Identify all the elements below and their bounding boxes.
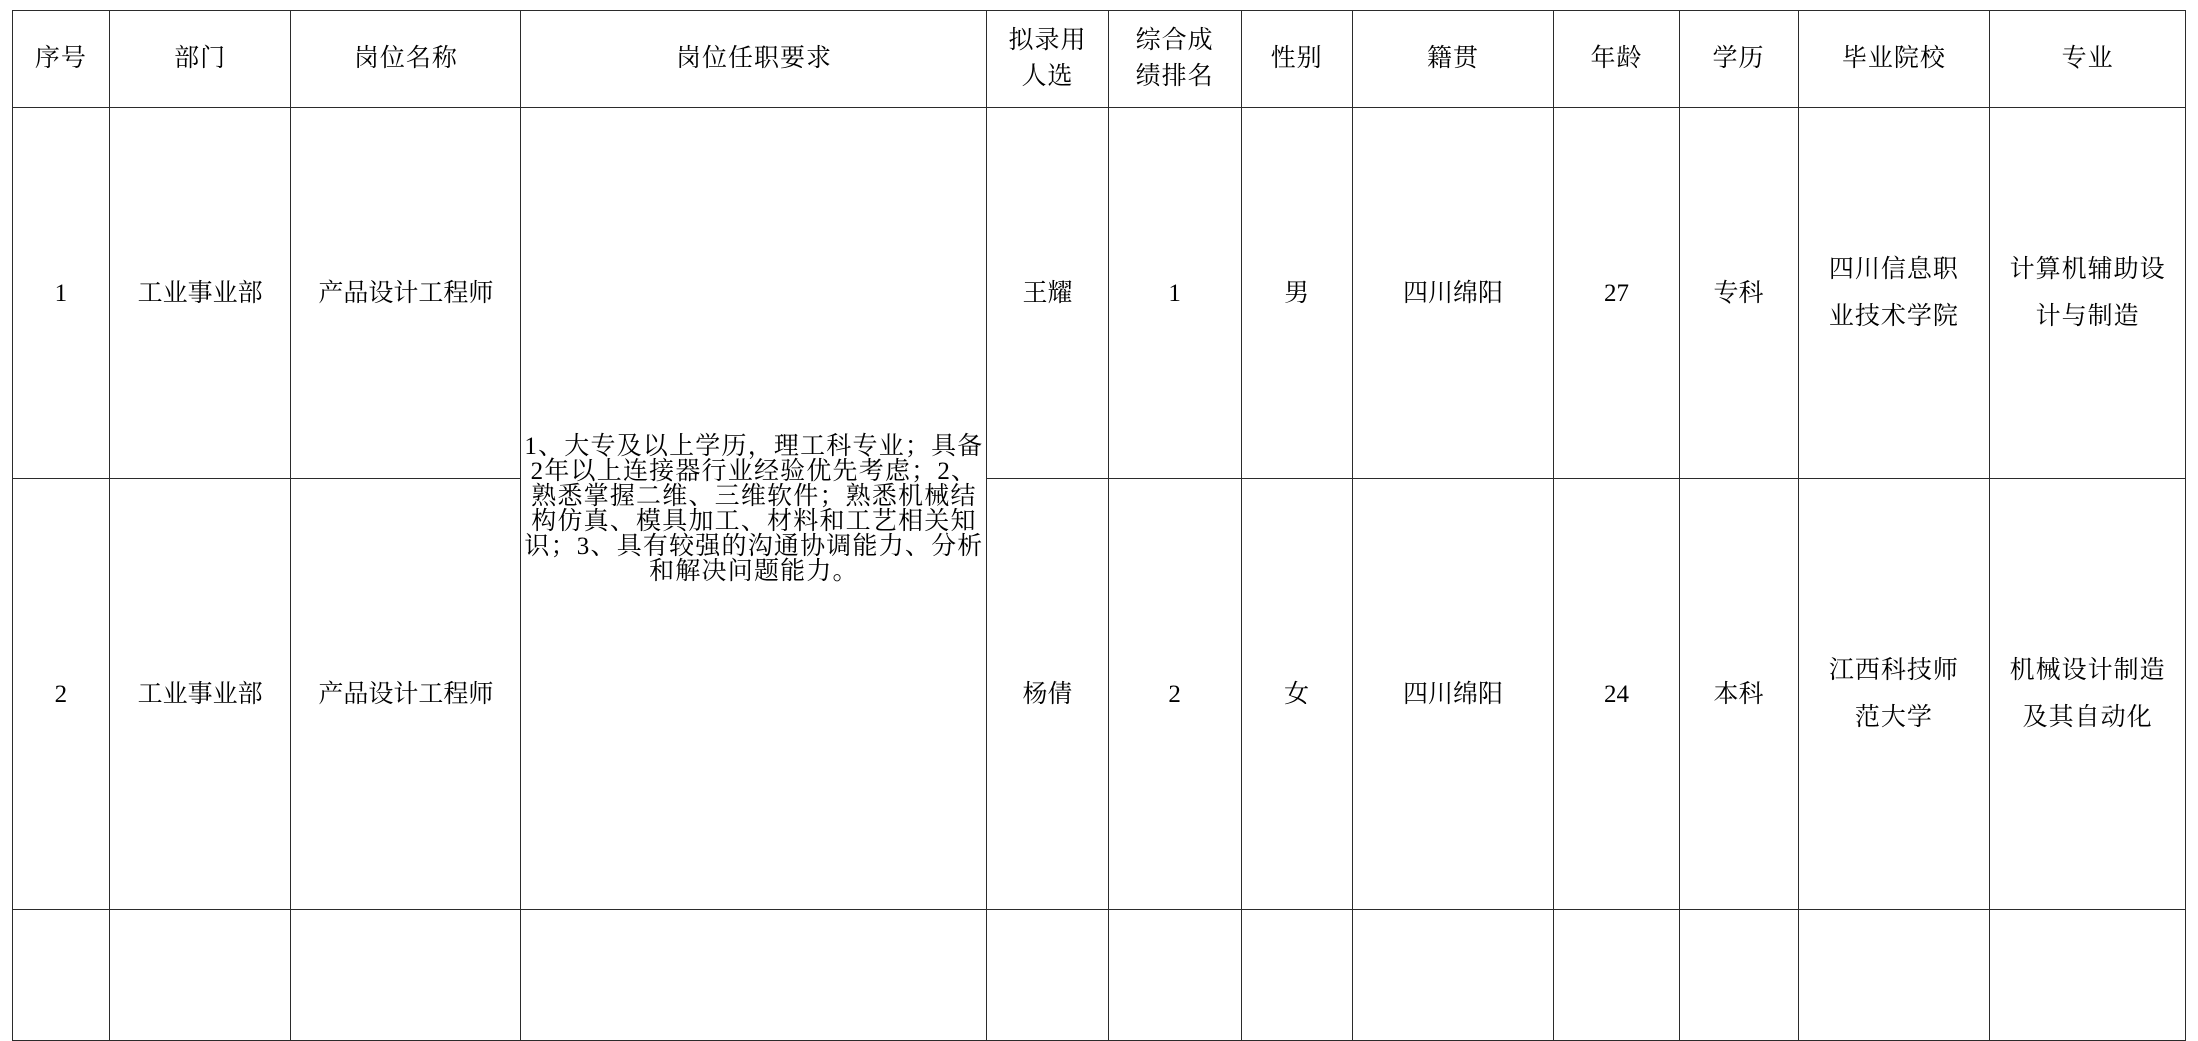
column-header-age <box>1554 11 1679 108</box>
cell-gender <box>1241 479 1352 910</box>
cell-school <box>1798 479 1990 910</box>
cell-filler-candidate <box>987 910 1108 1041</box>
cell-candidate-value: 王耀 <box>1022 279 1073 307</box>
cell-filler-major <box>1990 910 2186 1041</box>
column-header-rank-line1: 综合成 <box>1135 26 1214 54</box>
column-header-gender-line1: 性别 <box>1270 44 1323 72</box>
cell-rank-value: 1 <box>1168 279 1181 307</box>
cell-school-line2: 业技术学院 <box>1828 303 1959 330</box>
table-header-row <box>13 11 2186 108</box>
column-header-school-line1: 毕业院校 <box>1841 44 1946 72</box>
cell-filler-native <box>1352 910 1554 1041</box>
cell-post <box>291 108 521 479</box>
cell-major-line1: 机械设计制造 <box>2009 656 2166 684</box>
cell-post <box>291 479 521 910</box>
cell-gender-value: 男 <box>1284 279 1310 307</box>
cell-dept <box>109 479 291 910</box>
cell-seq <box>13 479 110 910</box>
cell-major <box>1990 479 2186 910</box>
cell-major-line2: 及其自动化 <box>2022 704 2153 731</box>
cell-candidate <box>987 479 1108 910</box>
column-header-native <box>1352 11 1554 108</box>
column-header-major-line1: 专业 <box>2061 44 2114 72</box>
column-header-requirement-line1: 岗位任职要求 <box>675 44 832 72</box>
cell-candidate <box>987 108 1108 479</box>
cell-school-line1: 江西科技师 <box>1828 656 1959 684</box>
cell-native-value: 四川绵阳 <box>1403 680 1504 708</box>
cell-seq <box>13 108 110 479</box>
cell-rank-value: 2 <box>1168 680 1181 708</box>
table-row <box>13 108 2186 479</box>
column-header-age-line1: 年龄 <box>1590 44 1643 72</box>
column-header-dept <box>109 11 291 108</box>
column-header-gender <box>1241 11 1352 108</box>
column-header-seq-line1: 序号 <box>34 44 87 72</box>
cell-filler-seq <box>13 910 110 1041</box>
table-header <box>13 11 2186 108</box>
column-header-education <box>1679 11 1798 108</box>
cell-gender-value: 女 <box>1284 680 1310 708</box>
cell-native <box>1352 479 1554 910</box>
cell-filler-gender <box>1241 910 1352 1041</box>
cell-education-value: 本科 <box>1713 680 1764 708</box>
column-header-dept-line1: 部门 <box>174 44 227 72</box>
cell-education-value: 专科 <box>1713 279 1764 307</box>
column-header-rank <box>1108 11 1241 108</box>
cell-age <box>1554 479 1679 910</box>
cell-filler-post <box>291 910 521 1041</box>
cell-gender <box>1241 108 1352 479</box>
cell-education <box>1679 479 1798 910</box>
cell-school <box>1798 108 1990 479</box>
column-header-candidate <box>987 11 1108 108</box>
column-header-rank-line2: 绩排名 <box>1135 63 1214 90</box>
cell-native <box>1352 108 1554 479</box>
cell-requirement-value: 1、大专及以上学历，理工科专业；具备2年以上连接器行业经验优先考虑；2、熟悉掌握二维、三维软件；熟悉机械结构仿真、模具加工、材料和工艺相关知识；3、具有较强的沟通协调能力、分析和解决问题能力。 <box>524 432 984 585</box>
column-header-major <box>1990 11 2186 108</box>
cell-native-value: 四川绵阳 <box>1403 279 1504 307</box>
cell-filler-dept <box>109 910 291 1041</box>
column-header-candidate-line2: 人选 <box>1021 63 1074 90</box>
cell-dept <box>109 108 291 479</box>
cell-age-value: 27 <box>1603 279 1629 307</box>
column-header-school <box>1798 11 1990 108</box>
cell-filler-rank <box>1108 910 1241 1041</box>
cell-age-value: 24 <box>1603 680 1629 708</box>
cell-major-line2: 计与制造 <box>2035 303 2140 330</box>
cell-seq-value: 2 <box>54 680 68 708</box>
cell-school-line1: 四川信息职 <box>1828 255 1959 283</box>
column-header-post-line1: 岗位名称 <box>353 44 458 72</box>
column-header-seq <box>13 11 110 108</box>
cell-candidate-value: 杨倩 <box>1022 680 1073 708</box>
cell-dept-value: 工业事业部 <box>137 680 263 708</box>
table-row <box>13 479 2186 910</box>
cell-rank <box>1108 479 1241 910</box>
column-header-post <box>291 11 521 108</box>
cell-major-line1: 计算机辅助设 <box>2009 255 2166 283</box>
cell-post-value: 产品设计工程师 <box>318 680 494 708</box>
column-header-native-line1: 籍贯 <box>1427 44 1480 72</box>
table-body <box>13 108 2186 1041</box>
cell-rank <box>1108 108 1241 479</box>
cell-filler-school <box>1798 910 1990 1041</box>
cell-dept-value: 工业事业部 <box>137 279 263 307</box>
column-header-candidate-line1: 拟录用 <box>1008 26 1087 54</box>
table-row-filler <box>13 910 2186 1041</box>
cell-school-line2: 范大学 <box>1854 704 1933 731</box>
cell-education <box>1679 108 1798 479</box>
cell-seq-value: 1 <box>54 279 68 307</box>
cell-age <box>1554 108 1679 479</box>
cell-requirement <box>521 108 987 910</box>
column-header-education-line1: 学历 <box>1712 44 1765 72</box>
cell-filler-age <box>1554 910 1679 1041</box>
recruitment-table <box>12 10 2186 1041</box>
column-header-requirement <box>521 11 987 108</box>
cell-filler-education <box>1679 910 1798 1041</box>
cell-filler-requirement <box>521 910 987 1041</box>
cell-major <box>1990 108 2186 479</box>
cell-post-value: 产品设计工程师 <box>318 279 494 307</box>
